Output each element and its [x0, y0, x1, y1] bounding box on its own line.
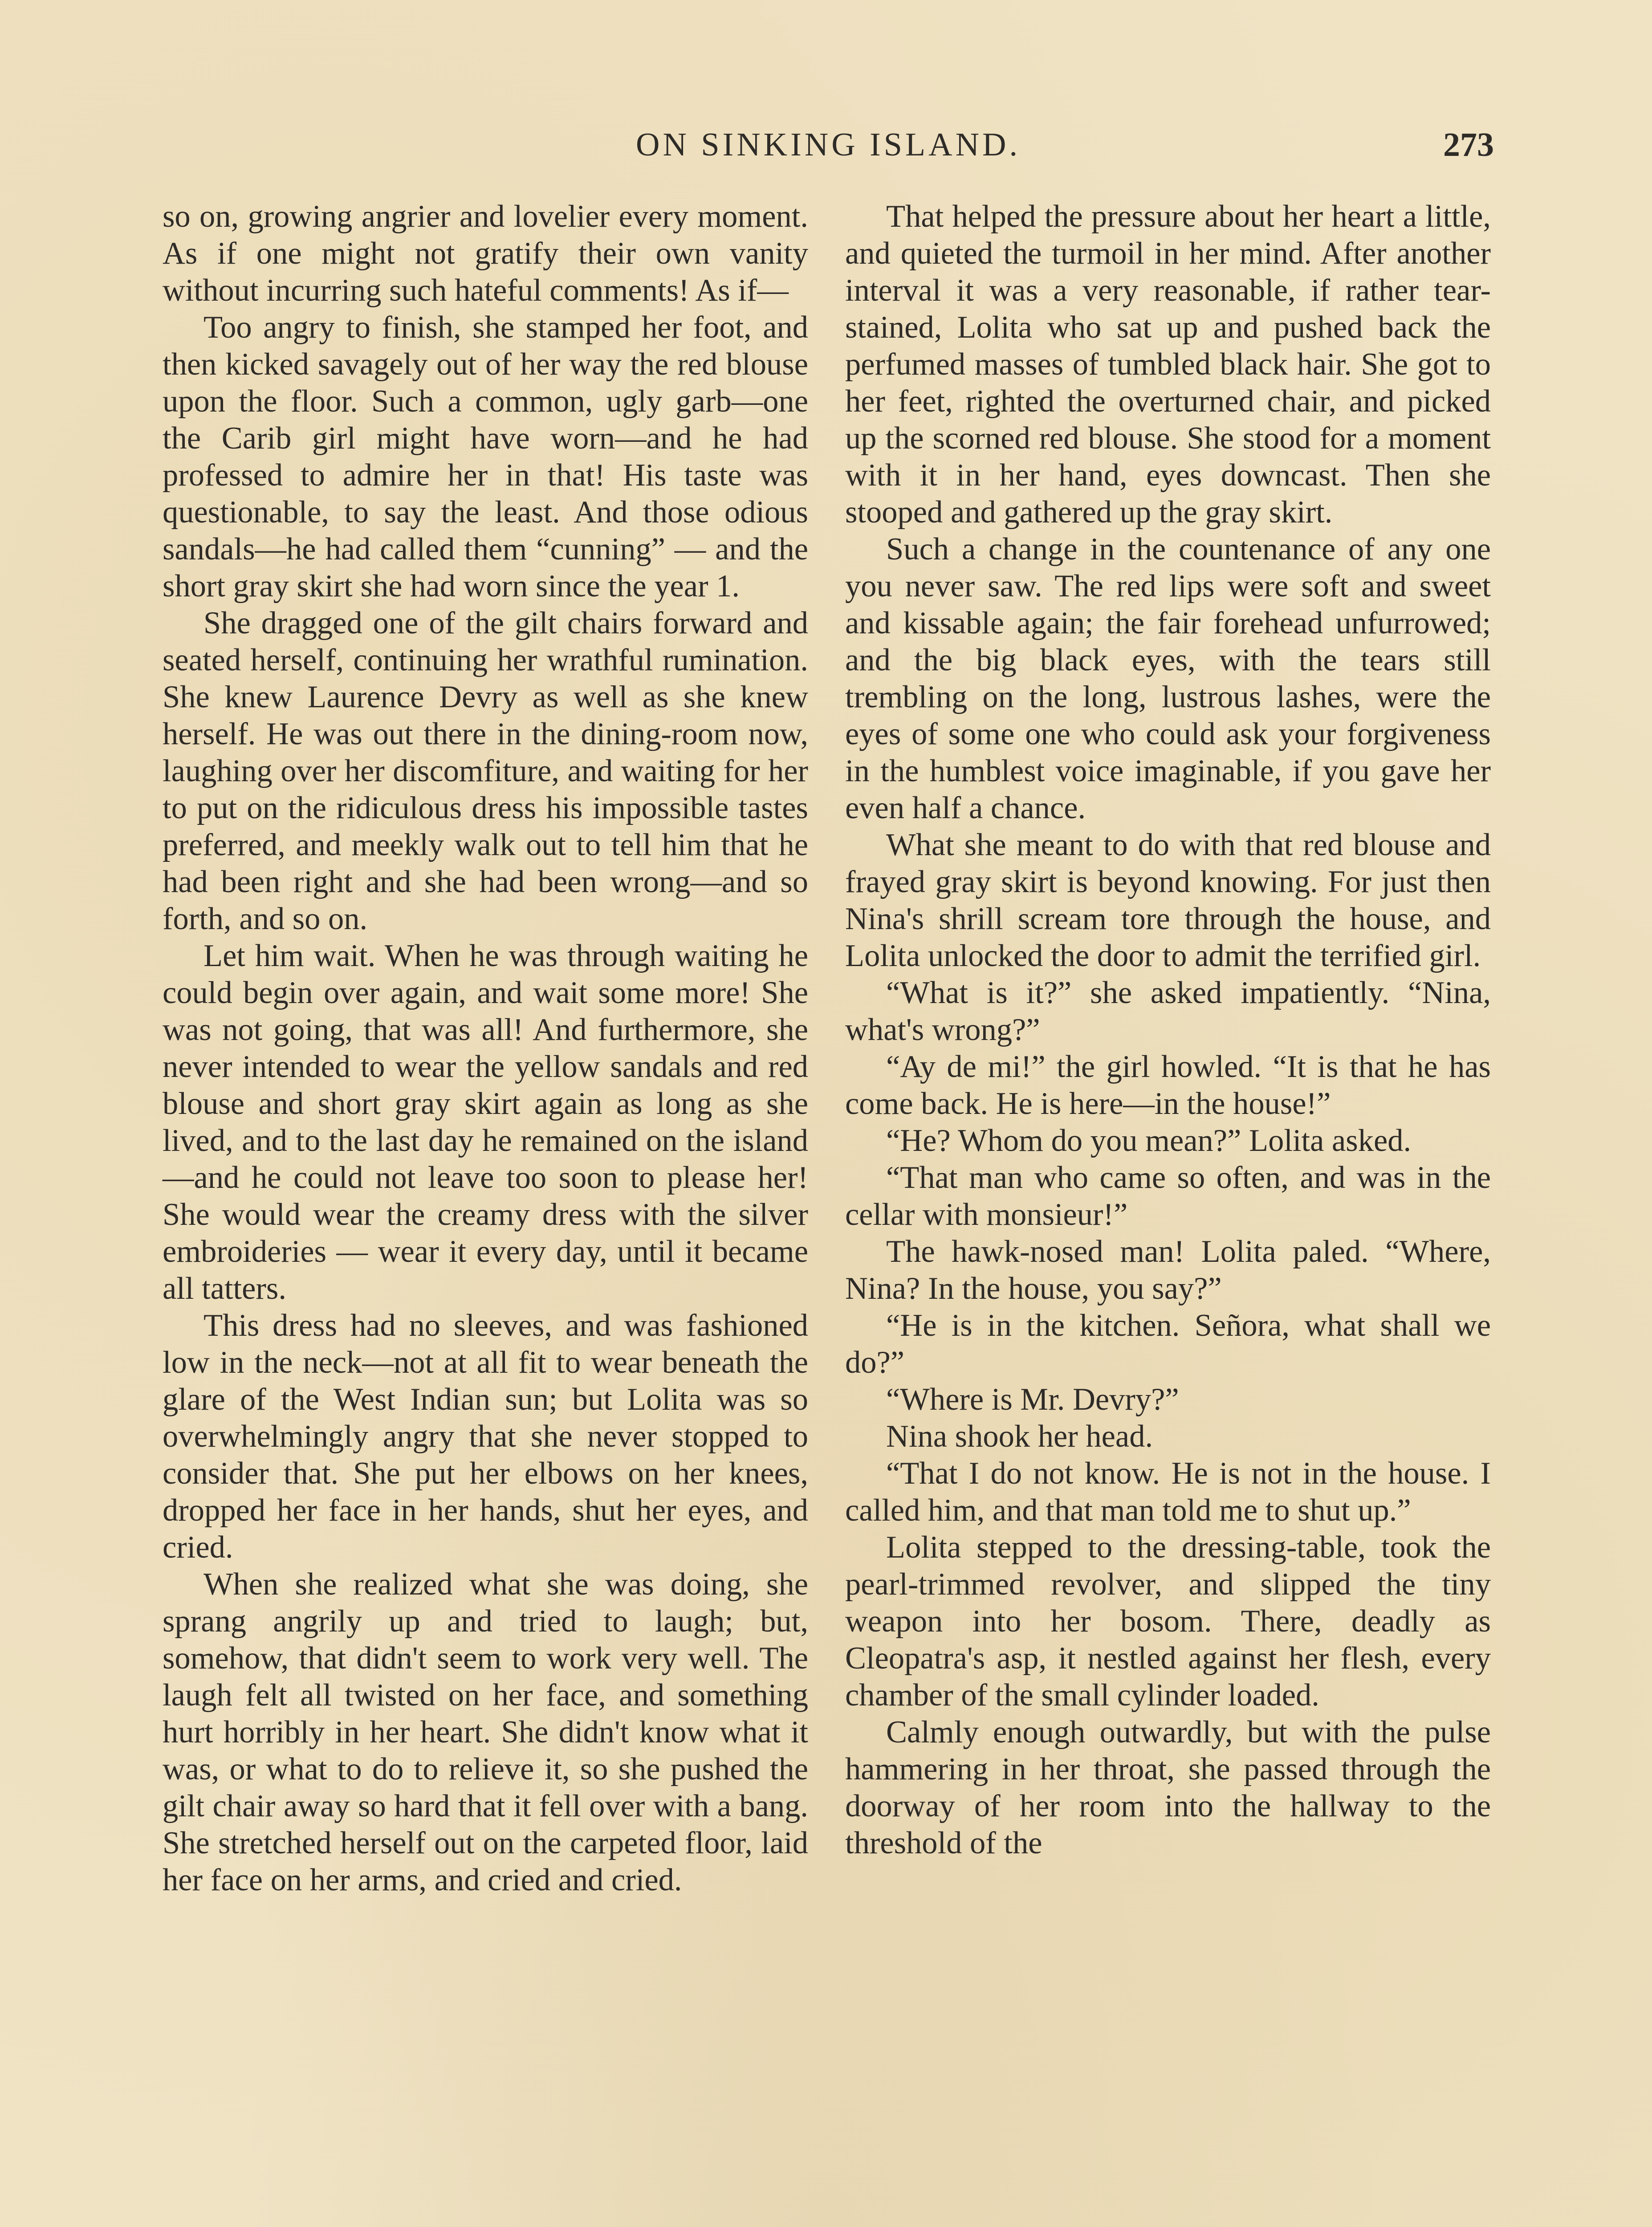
- paragraph: “What is it?” she asked impatiently. “Nina, what's wrong?”: [845, 975, 1491, 1047]
- paragraph: When she realized what she was doing, she sprang angrily up and tried to laugh; but, somehow, that didn't seem to work very well. The laugh felt all twisted on her face, and something hurt horribly in her heart. She didn't know what it was, or what to do to relieve it, so she pushed the gilt chair away so hard that it fell over with a bang. She stretched herself out on the carpeted floor, laid her face on her arms, and cried and cried.: [163, 1567, 808, 1897]
- paragraph: She dragged one of the gilt chairs forward and seated herself, continuing her wrathful rumination. She knew Laurence Devry as well as she knew herself. He was out there in the dining-room now, laughing over her discomfiture, and waiting for her to put on the ridiculous dress his impossible tastes preferred, and meekly walk out to tell him that he had been right and she had been wrong—and so forth, and so on.: [163, 606, 808, 936]
- paragraph: so on, growing angrier and lovelier every moment. As if one might not gratify their own vanity without incurring such hateful comments! As if—: [163, 199, 808, 308]
- paragraph: This dress had no sleeves, and was fashioned low in the neck—not at all fit to wear beneath the glare of the West Indian sun; but Lolita was so overwhelmingly angry that she never stopped to consider that. She put her elbows on her knees, dropped her face in her hands, shut her eyes, and cried.: [163, 1308, 808, 1565]
- paragraph: “Where is Mr. Devry?”: [886, 1382, 1179, 1417]
- paragraph: “He is in the kitchen. Señora, what shall we do?”: [845, 1308, 1491, 1380]
- running-title: ON SINKING ISLAND.: [636, 126, 1021, 163]
- paragraph: Such a change in the countenance of any one you never saw. The red lips were soft and sweet and kissable again; the fair forehead unfurrowed; and the big black eyes, with the tears still trembling on the long, lustrous lashes, were the eyes of some one who could ask your forgiveness in the humblest voice imaginable, if you gave her even half a chance.: [845, 532, 1491, 825]
- right-column: [845, 198, 1491, 1862]
- page-number: 273: [1443, 126, 1494, 163]
- paragraph: “That I do not know. He is not in the house. I called him, and that man told me to shut up.”: [845, 1456, 1491, 1528]
- paragraph: Calmly enough outwardly, but with the pulse hammering in her throat, she passed through the doorway of her room into the hallway to the threshold of the: [845, 1715, 1491, 1860]
- paragraph: Nina shook her head.: [886, 1419, 1153, 1454]
- left-column: [163, 198, 808, 1899]
- page-header: [163, 120, 1494, 169]
- paragraph: “Ay de mi!” the girl howled. “It is that he has come back. He is here—in the house!”: [845, 1049, 1491, 1121]
- paragraph: What she meant to do with that red blouse and frayed gray skirt is beyond knowing. For just then Nina's shrill scream tore through the house, and Lolita unlocked the door to admit the terrified girl.: [845, 828, 1491, 973]
- paragraph: The hawk-nosed man! Lolita paled. “Where, Nina? In the house, you say?”: [845, 1234, 1491, 1306]
- paragraph: Let him wait. When he was through waiting he could begin over again, and wait some more! She was not going, that was all! And furthermore, she never intended to wear the yellow sandals and red blouse and short gray skirt again as long as she lived, and to the last day he remained on the island—and he could not leave too soon to please her! She would wear the creamy dress with the silver embroideries — wear it every day, until it became all tatters.: [163, 938, 808, 1306]
- paragraph: Lolita stepped to the dressing-table, took the pearl-trimmed revolver, and slipped the tiny weapon into her bosom. There, deadly as Cleopatra's asp, it nestled against her flesh, every chamber of the small cylinder loaded.: [845, 1530, 1491, 1713]
- paragraph: “He? Whom do you mean?” Lolita asked.: [886, 1123, 1412, 1158]
- paragraph: Too angry to finish, she stamped her foot, and then kicked savagely out of her way the red blouse upon the floor. Such a common, ugly garb—one the Carib girl might have worn—and he had professed to admire her in that! His taste was questionable, to say the least. And those odious sandals—he had called them “cunning” — and the short gray skirt she had worn since the year 1.: [163, 310, 808, 604]
- paragraph: “That man who came so often, and was in the cellar with monsieur!”: [845, 1160, 1491, 1232]
- paragraph: That helped the pressure about her heart a little, and quieted the turmoil in her mind. After another interval it was a very reasonable, if rather tear-stained, Lolita who sat up and pushed back the perfumed masses of tumbled black hair. She got to her feet, righted the overturned chair, and picked up the scorned red blouse. She stood for a moment with it in her hand, eyes downcast. Then she stooped and gathered up the gray skirt.: [845, 199, 1491, 530]
